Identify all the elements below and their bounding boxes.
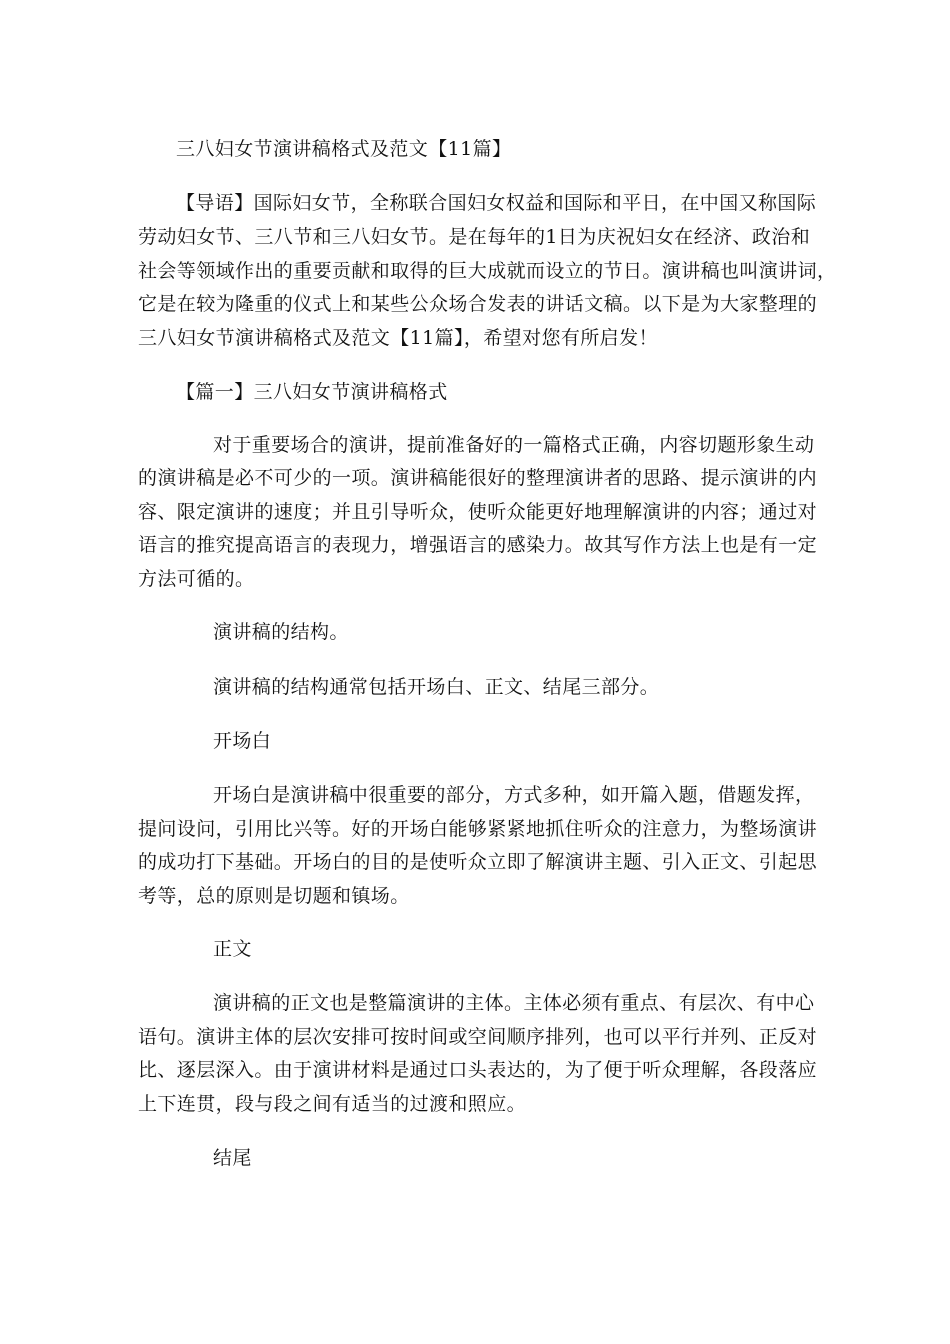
- section-heading: 【篇一】三八妇女节演讲稿格式: [176, 381, 448, 403]
- intro-line: 三八妇女节演讲稿格式及范文【11篇】，希望对您有所启发！: [138, 327, 658, 349]
- paragraph-line: 开场白是演讲稿中很重要的部分，方式多种，如开篇入题，借题发挥，: [213, 784, 815, 806]
- paragraph-line: 语句。演讲主体的层次安排可按时间或空间顺序排列，也可以平行并列、正反对: [138, 1026, 818, 1048]
- paragraph-line: 比、逐层深入。由于演讲材料是通过口头表达的，为了便于听众理解，各段落应: [138, 1059, 818, 1081]
- intro-line: 劳动妇女节、三八节和三八妇女节。是在每年的1日为庆祝妇女在经济、政治和: [138, 226, 811, 248]
- document-title: 三八妇女节演讲稿格式及范文【11篇】: [176, 138, 512, 160]
- paragraph-line: 方法可循的。: [138, 568, 255, 590]
- structure-text: 演讲稿的结构通常包括开场白、正文、结尾三部分。: [213, 676, 660, 698]
- paragraph-line: 对于重要场合的演讲，提前准备好的一篇格式正确，内容切题形象生动: [213, 434, 815, 456]
- ending-heading: 结尾: [213, 1147, 252, 1169]
- intro-line: 社会等领域作出的重要贡献和取得的巨大成就而设立的节日。演讲稿也叫演讲词，: [138, 260, 837, 282]
- paragraph-line: 考等，总的原则是切题和镇场。: [138, 885, 410, 907]
- intro-line: 它是在较为隆重的仪式上和某些公众场合发表的讲话文稿。以下是为大家整理的: [138, 293, 818, 315]
- paragraph-line: 的成功打下基础。开场白的目的是使听众立即了解演讲主题、引入正文、引起思: [138, 851, 818, 873]
- paragraph-line: 语言的推究提高语言的表现力，增强语言的感染力。故其写作方法上也是有一定: [138, 534, 818, 556]
- structure-title: 演讲稿的结构。: [213, 621, 349, 643]
- opening-heading: 开场白: [213, 730, 272, 752]
- intro-line: 【导语】国际妇女节，全称联合国妇女权益和国际和平日，在中国又称国际: [176, 192, 817, 214]
- paragraph-line: 容、限定演讲的速度；并且引导听众，使听众能更好地理解演讲的内容；通过对: [138, 501, 818, 523]
- paragraph-line: 上下连贯，段与段之间有适当的过渡和照应。: [138, 1093, 527, 1115]
- body-heading: 正文: [213, 938, 252, 960]
- paragraph-line: 的演讲稿是必不可少的一项。演讲稿能很好的整理演讲者的思路、提示演讲的内: [138, 467, 818, 489]
- paragraph-line: 提问设问，引用比兴等。好的开场白能够紧紧地抓住听众的注意力，为整场演讲: [138, 818, 818, 840]
- paragraph-line: 演讲稿的正文也是整篇演讲的主体。主体必须有重点、有层次、有中心: [213, 992, 815, 1014]
